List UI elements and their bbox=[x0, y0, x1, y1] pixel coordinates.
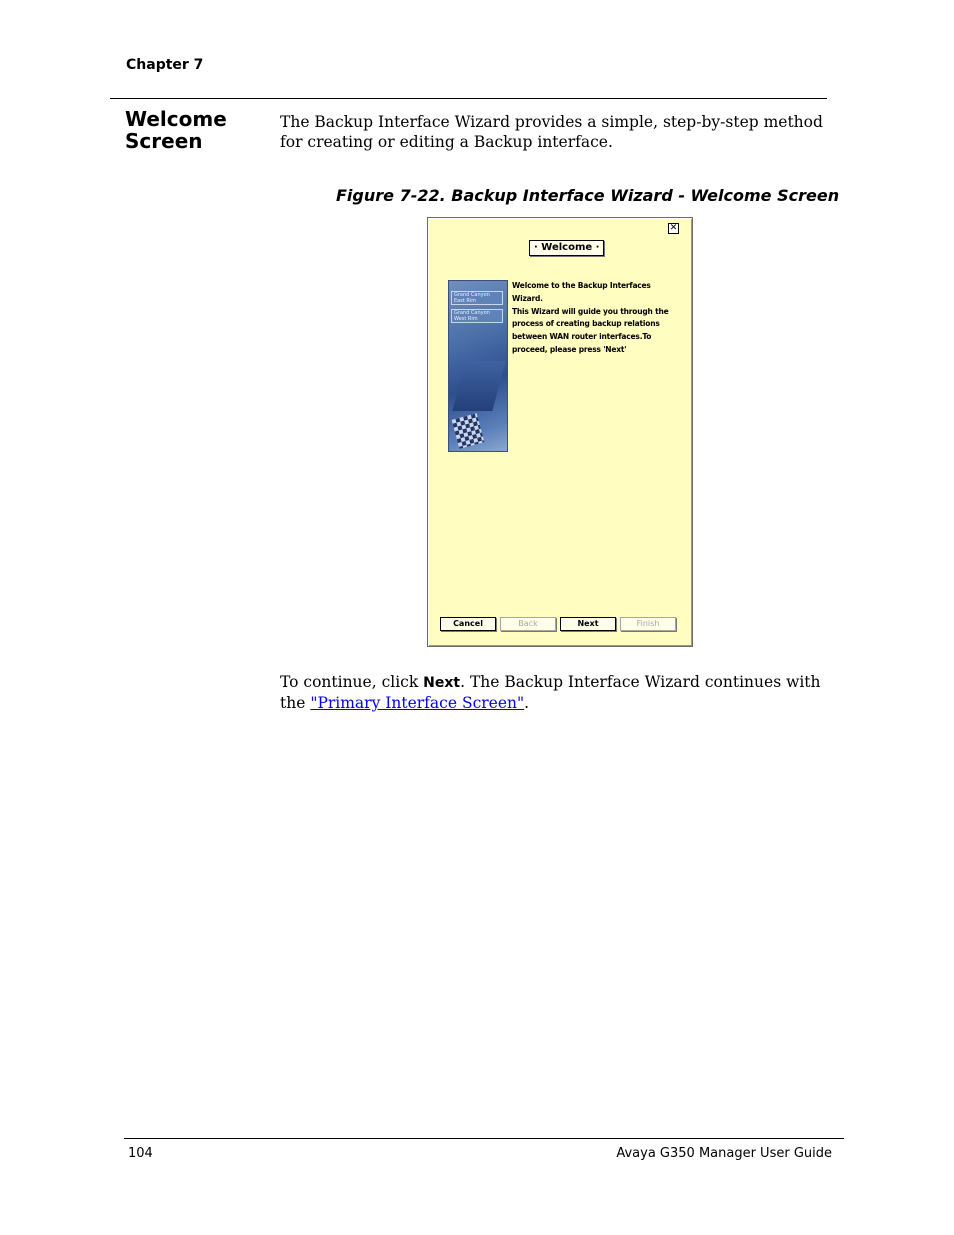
road-sign-east: Grand Canyon East Rim bbox=[451, 291, 503, 305]
welcome-line: between WAN router interfaces.To bbox=[512, 332, 652, 342]
finish-button[interactable]: Finish bbox=[620, 617, 676, 631]
welcome-line: proceed, please press 'Next' bbox=[512, 344, 627, 354]
checkered-flag-icon bbox=[452, 413, 485, 449]
intro-paragraph: The Backup Interface Wizard provides a simple, step-by-step method for creating or editing a Backup interface. bbox=[280, 113, 823, 151]
road-graphic bbox=[452, 361, 505, 411]
continue-middle: . The Backup Interface Wizard continues with the bbox=[280, 673, 821, 712]
header-rule bbox=[110, 98, 827, 99]
figure-caption: Figure 7-22. Backup Interface Wizard - Welcome Screen bbox=[336, 186, 840, 205]
wizard-button-row bbox=[440, 617, 680, 633]
back-button[interactable]: Back bbox=[500, 617, 556, 631]
welcome-line: This Wizard will guide you through the bbox=[512, 306, 669, 316]
next-button[interactable]: Next bbox=[560, 617, 616, 631]
continue-prefix: To continue, click bbox=[280, 673, 424, 691]
continue-paragraph bbox=[280, 672, 836, 713]
footer-title: Avaya G350 Manager User Guide bbox=[616, 1146, 832, 1161]
primary-interface-link[interactable]: "Primary Interface Screen" bbox=[310, 694, 525, 712]
welcome-line: Wizard. bbox=[512, 293, 543, 303]
cancel-button[interactable]: Cancel bbox=[440, 617, 496, 631]
footer-rule bbox=[124, 1138, 844, 1139]
welcome-line: process of creating backup relations bbox=[512, 319, 660, 329]
close-icon[interactable]: ✕ bbox=[669, 223, 678, 233]
chapter-label: Chapter 7 bbox=[126, 57, 204, 73]
road-sign-illustration bbox=[448, 280, 508, 452]
wizard-dialog bbox=[427, 217, 693, 647]
next-keyword: Next bbox=[423, 675, 461, 691]
dialog-title: · Welcome · bbox=[529, 240, 604, 256]
road-sign-west: Grand Canyon West Rim bbox=[451, 309, 503, 323]
section-heading: Welcome Screen bbox=[125, 107, 227, 153]
page-number: 104 bbox=[128, 1146, 153, 1161]
continue-suffix: . bbox=[524, 694, 530, 712]
welcome-line: Welcome to the Backup Interfaces bbox=[512, 281, 651, 290]
welcome-message bbox=[512, 280, 682, 357]
